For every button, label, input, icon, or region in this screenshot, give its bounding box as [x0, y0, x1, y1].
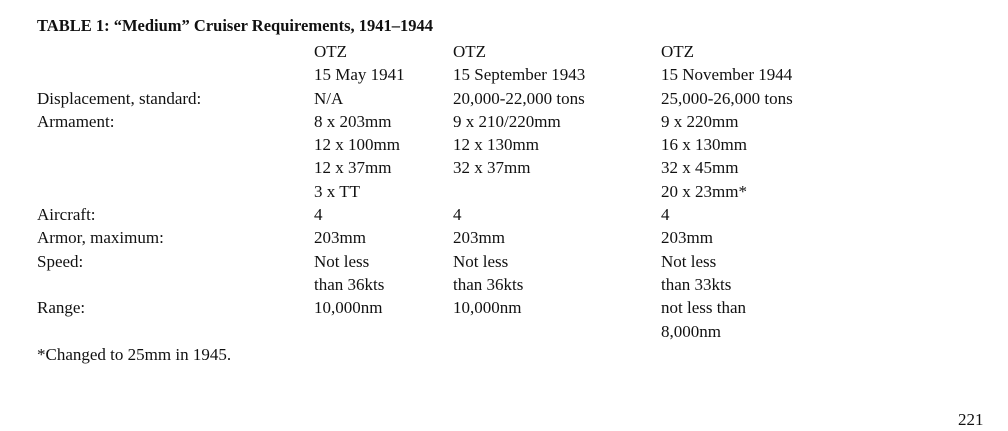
cell-1943: 32 x 37mm	[453, 158, 531, 178]
cell-1941: Not less	[314, 251, 370, 271]
cell-1941: than 36kts	[314, 274, 385, 294]
cell-1941: 12 x 37mm	[314, 158, 392, 178]
row-label: Speed:	[37, 251, 84, 271]
table-title: TABLE 1: “Medium” Cruiser Requirements, 1941–1944	[37, 16, 433, 35]
cell-1941: 3 x TT	[314, 181, 360, 201]
cell-1941: N/A	[314, 88, 344, 108]
cell-1944: 15 November 1944	[661, 65, 793, 85]
cell-1944: 25,000-26,000 tons	[661, 88, 793, 108]
cell-1941: OTZ	[314, 42, 348, 61]
cell-1941: 203mm	[314, 228, 366, 248]
page-number: 221	[958, 410, 984, 429]
cell-1944: not less than	[661, 298, 746, 318]
footnote: *Changed to 25mm in 1945.	[37, 345, 232, 364]
cell-1943: 9 x 210/220mm	[453, 111, 561, 131]
cell-1943: 20,000-22,000 tons	[453, 88, 585, 108]
cell-1944: 20 x 23mm*	[661, 181, 747, 201]
cell-1944: Not less	[661, 251, 717, 271]
row-label: Armament:	[37, 111, 115, 131]
cell-1944: 203mm	[661, 228, 713, 248]
cell-1944: 8,000nm	[661, 321, 721, 341]
cell-1944: 4	[661, 205, 670, 225]
cell-1943: 12 x 130mm	[453, 135, 539, 155]
cell-1943: OTZ	[453, 42, 487, 61]
cell-1944: OTZ	[661, 42, 695, 61]
cell-1943: 10,000nm	[453, 298, 522, 318]
cell-1943: 4	[453, 205, 462, 225]
cell-1944: than 33kts	[661, 274, 732, 294]
row-label: Armor, maximum:	[37, 228, 164, 248]
cell-1944: 16 x 130mm	[661, 135, 747, 155]
cell-1944: 32 x 45mm	[661, 158, 739, 178]
cell-1943: 203mm	[453, 228, 505, 248]
cell-1941: 8 x 203mm	[314, 111, 392, 131]
cell-1941: 12 x 100mm	[314, 135, 400, 155]
cell-1943: 15 September 1943	[453, 65, 586, 85]
cell-1941: 10,000nm	[314, 298, 383, 318]
cell-1943: than 36kts	[453, 274, 524, 294]
row-label: Aircraft:	[37, 205, 96, 225]
cell-1944: 9 x 220mm	[661, 111, 739, 131]
row-label: Displacement, standard:	[37, 88, 202, 108]
cell-1941: 4	[314, 205, 323, 225]
cell-1943: Not less	[453, 251, 509, 271]
row-label: Range:	[37, 298, 86, 318]
cell-1941: 15 May 1941	[314, 65, 405, 85]
